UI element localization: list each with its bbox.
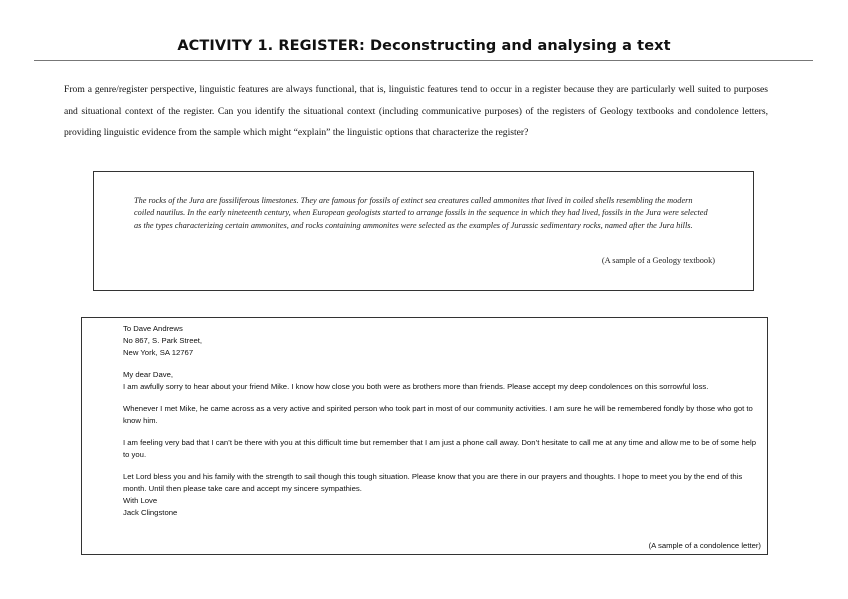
address-line: New York, SA 12767	[123, 348, 194, 358]
title-divider	[34, 60, 813, 61]
salutation: My dear Dave,	[123, 370, 173, 380]
geology-sample-caption: (A sample of a Geology textbook)	[601, 256, 715, 265]
letter-closing: With Love	[123, 496, 158, 506]
geology-sample-text: The rocks of the Jura are fossiliferous limestones. They are famous for fossils of extinct sea creatures called ammonites that lived in coiled shells resembling the modern coiled nautilus. In the early nineteenth century, when European geologists started to arrange fossils in the sequence in which they had lived, fossils in the Jura were selected as the types characterizing certain ammonites, and rocks containing ammonites were selected as the examples of Jurassic sedimentary rocks, named after the Jura hills.	[134, 196, 708, 230]
instructions-paragraph: From a genre/register perspective, linguistic features are always functional, that is, linguistic features tend to occur in a register because they are particularly well suited to purposes and situational context of the register. Can you identify the situational context (including communicative purposes) of the registers of Geology textbooks and condolence letters, providing linguistic evidence from the sample which might “explain” the linguistic options that characterize the register?	[64, 84, 768, 138]
letter-signature: Jack Clingstone	[123, 508, 178, 518]
letter-paragraph-1: I am awfully sorry to hear about your friend Mike. I know how close you both were as brothers more than friends. Please accept my deep condolences on this sorrowful loss.	[123, 382, 709, 392]
condolence-letter-caption: (A sample of a condolence letter)	[648, 541, 761, 550]
letter-paragraph-3: I am feeling very bad that I can’t be there with you at this difficult time but remember that I am just a phone call away. Don’t hesitate to call me at any time and allow me to be of some help to you.	[123, 437, 756, 460]
geology-sample-box	[93, 171, 754, 291]
address-line: To Dave Andrews	[123, 324, 183, 333]
letter-paragraph-2: Whenever I met Mike, he came across as a very active and spirited person who took part in most of our community activities. I am sure he will be remembered fondly by those who got to know him.	[123, 404, 753, 426]
activity-title: ACTIVITY 1. REGISTER: Deconstructing and analysing a text	[177, 38, 671, 54]
letter-paragraph-4: Let Lord bless you and his family with the strength to sail though this tough situation. Please know that you are there in our prayers and thoughts. I hope to meet you by the end of this month. Until then please take care and accept my sincere sympathies.	[123, 471, 743, 494]
condolence-letter	[123, 323, 763, 520]
address-line: No 867, S. Park Street,	[123, 336, 203, 346]
condolence-letter-box	[81, 317, 768, 555]
